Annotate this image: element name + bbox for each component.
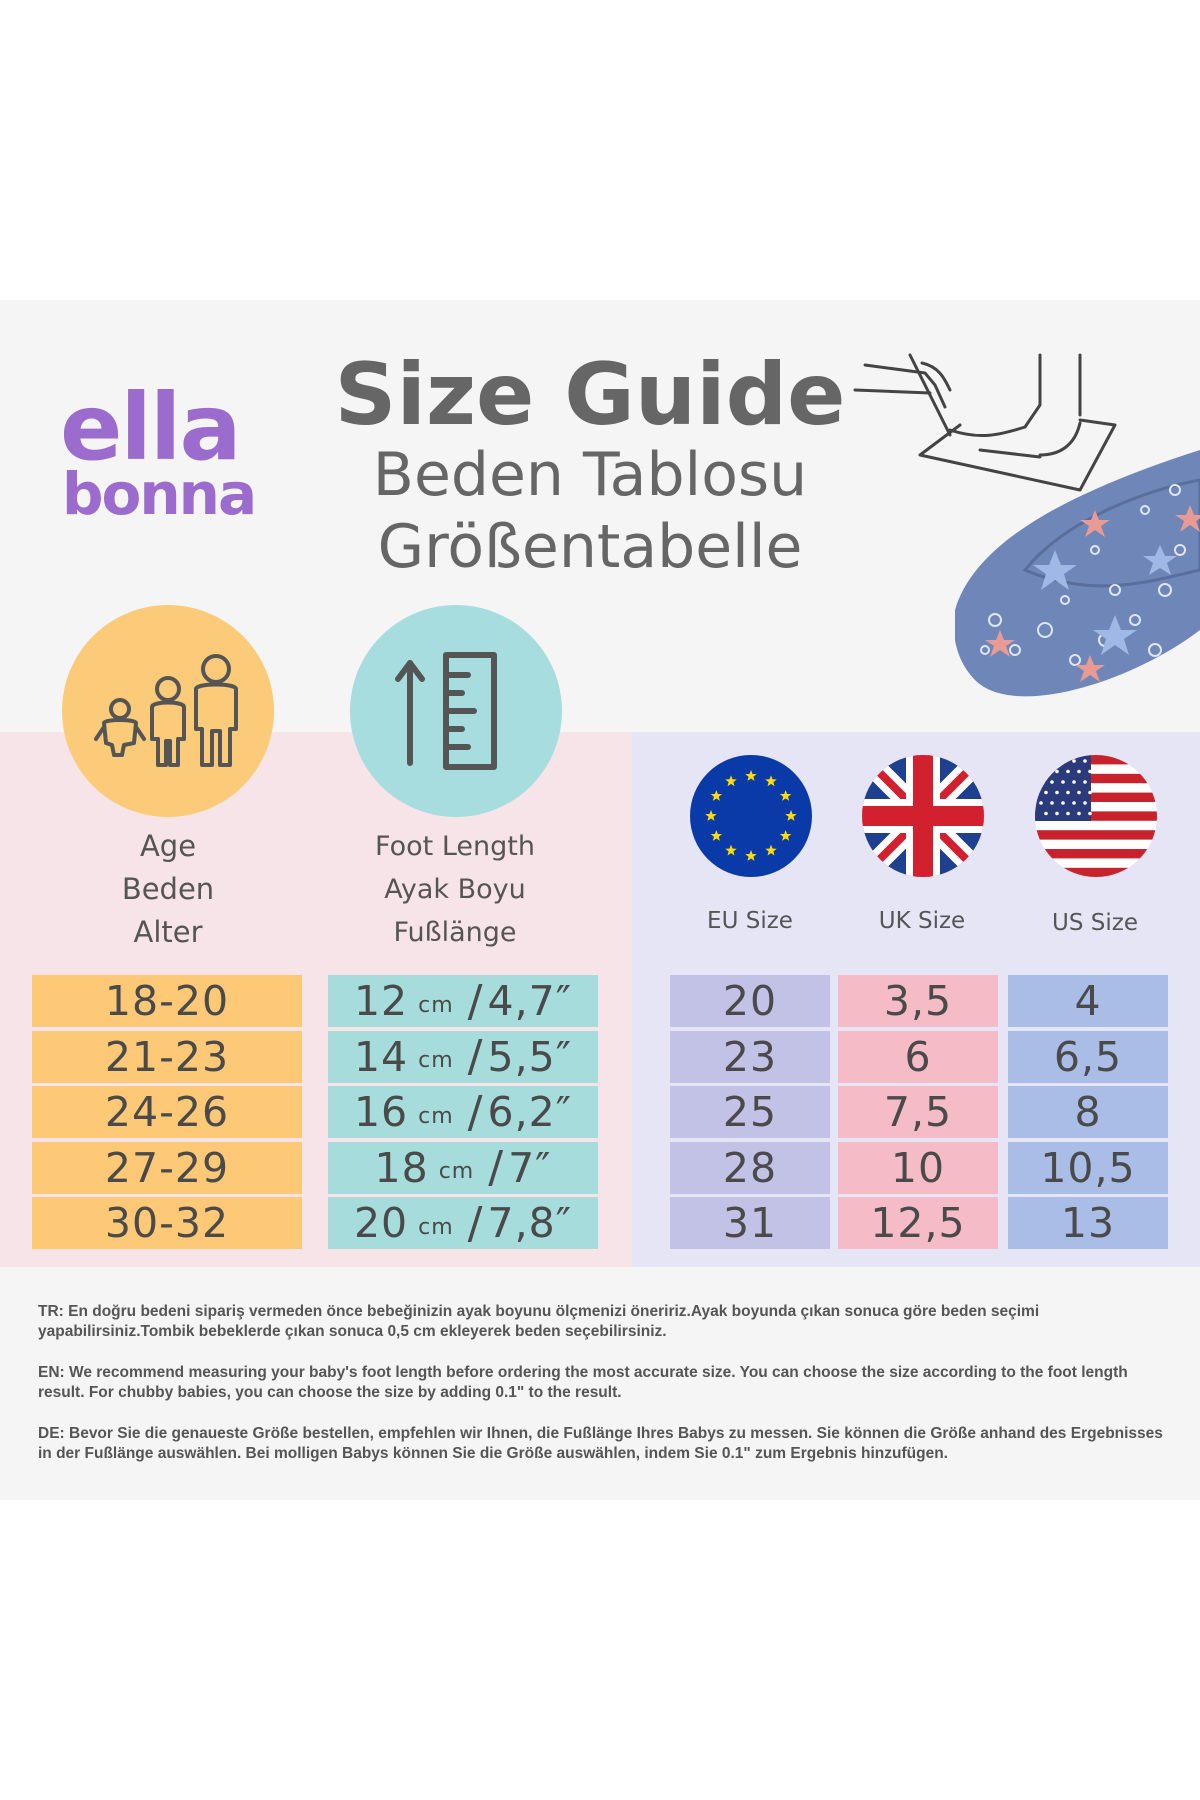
foot-length-unit: cm [418, 1214, 454, 1240]
foot-length-cm: 20 [353, 1199, 409, 1247]
us-size-cell: 13 [1008, 1197, 1168, 1249]
foot-length-cell [328, 975, 598, 1027]
family-icon [62, 605, 274, 817]
separator: / [467, 1086, 484, 1138]
eu-size-cell: 25 [670, 1086, 830, 1138]
age-label-de: Alter [133, 915, 203, 949]
foot-length-cell [328, 1086, 598, 1138]
eu-flag-icon [690, 755, 812, 877]
brand-logo-ella: ella [60, 374, 240, 481]
eu-size-cell: 28 [670, 1142, 830, 1194]
foot-length-cm: 18 [374, 1143, 429, 1192]
eu-size-cell: 23 [670, 1031, 830, 1083]
foot-length-label [320, 825, 590, 954]
ruler-icon [350, 605, 562, 817]
age-circle [62, 605, 274, 817]
age-cell: 24-26 [32, 1086, 302, 1138]
uk-size-header: UK Size [878, 908, 966, 934]
foot-length-inch: 4,7″ [487, 977, 573, 1025]
age-column [32, 975, 302, 1253]
note-en: EN: We recommend measuring your baby's foot length before ordering the most accurate size. You can choose the size according to the foot length result. For chubby babies, you can choose the size by adding 0.1" to the result. [38, 1364, 1128, 1401]
eu-size-column [670, 975, 830, 1253]
foot-label-tr: Ayak Boyu [384, 874, 526, 905]
age-cell: 21-23 [32, 1031, 302, 1083]
uk-size-cell: 7,5 [838, 1086, 998, 1138]
foot-length-unit: cm [418, 992, 454, 1018]
eu-size-cell: 31 [670, 1197, 830, 1249]
foot-length-inch: 6,2″ [487, 1088, 573, 1136]
foot-length-cell [328, 1142, 598, 1194]
separator: / [467, 1197, 484, 1249]
us-size-cell: 8 [1008, 1086, 1168, 1138]
uk-size-cell: 10 [838, 1142, 998, 1194]
page-title: Size Guide [334, 345, 846, 445]
foot-length-column [328, 975, 598, 1253]
note-de: DE: Bevor Sie die genaueste Größe bestellen, empfehlen wir Ihnen, die Fußlänge Ihres Babys zu messen. Sie können die Größe anhand des Ergebnisses in der Fußlänge auswählen. Bei molligen Babys können Sie die Größe auswählen, indem Sie 0.1" zum Ergebnis hinzufügen. [38, 1425, 1163, 1462]
foot-length-cm: 16 [353, 1088, 409, 1136]
foot-length-cell [328, 1197, 598, 1249]
note-tr: TR: En doğru bedeni sipariş vermeden önce bebeğinizin ayak boyunu ölçmenizi öneririz.Ayak boyunda çıkan sonuca göre beden seçimi yapabilirsiniz.Tombik bebeklerde çıkan sonuca 0,5 cm ekleyerek beden seçebilirsiniz. [38, 1303, 1040, 1340]
us-size-cell: 4 [1008, 975, 1168, 1027]
separator: / [467, 975, 484, 1027]
brand-logo-bonna: bonna [62, 460, 256, 528]
shoe-image [955, 450, 1200, 715]
us-size-cell: 6,5 [1008, 1031, 1168, 1083]
eu-size-header: EU Size [707, 908, 793, 934]
foot-length-circle [350, 605, 562, 817]
eu-size-cell: 20 [670, 975, 830, 1027]
foot-length-inch: 7″ [508, 1143, 552, 1192]
age-label-en: Age [139, 829, 197, 863]
age-label-tr: Beden [121, 872, 215, 906]
us-flag-icon [1035, 755, 1157, 877]
us-size-cell: 10,5 [1008, 1142, 1168, 1194]
foot-length-cell [328, 1031, 598, 1083]
foot-label-en: Foot Length [375, 831, 535, 862]
page-title-tr: Beden Tablosu [372, 440, 808, 510]
separator: / [488, 1142, 505, 1193]
uk-size-cell: 6 [838, 1031, 998, 1083]
separator: / [467, 1031, 484, 1082]
age-cell: 27-29 [32, 1142, 302, 1194]
uk-size-cell: 3,5 [838, 975, 998, 1027]
age-cell: 30-32 [32, 1197, 302, 1249]
foot-label-de: Fußlänge [393, 917, 517, 948]
page-title-de: Größentabelle [377, 512, 803, 582]
size-notes [38, 1302, 1178, 1485]
foot-length-cm: 12 [353, 977, 409, 1025]
us-size-header: US Size [1052, 910, 1138, 936]
age-label [62, 825, 274, 954]
foot-length-unit: cm [418, 1103, 454, 1129]
size-guide-card [0, 300, 1200, 1500]
foot-length-inch: 5,5″ [487, 1032, 573, 1081]
uk-size-column [838, 975, 998, 1253]
age-cell: 18-20 [32, 975, 302, 1027]
foot-length-unit: cm [418, 1048, 454, 1073]
uk-size-cell: 12,5 [838, 1197, 998, 1249]
foot-length-inch: 7,8″ [487, 1199, 573, 1247]
foot-length-unit: cm [438, 1159, 475, 1184]
uk-flag-icon [862, 755, 984, 877]
us-size-column [1008, 975, 1168, 1253]
foot-length-cm: 14 [353, 1032, 409, 1081]
